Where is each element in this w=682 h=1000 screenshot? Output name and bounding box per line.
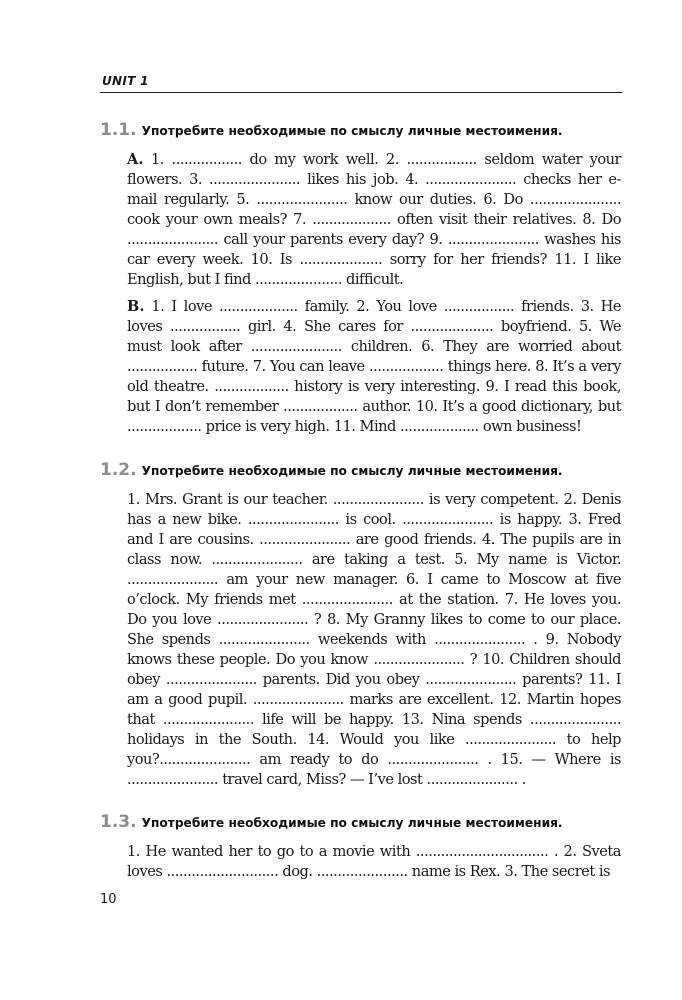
exercise-instruction: Употребите необходимые по смыслу личные местоимения. <box>141 124 563 138</box>
part-label: A. <box>127 151 144 168</box>
header-rule <box>100 92 622 93</box>
exercise-1-3-heading <box>100 812 563 832</box>
exercise-1-1-heading <box>100 120 563 140</box>
exercise-1-1-part-a <box>127 150 621 290</box>
unit-label: UNIT 1 <box>102 74 149 88</box>
exercise-1-1-part-b <box>127 297 621 437</box>
exercise-instruction: Употребите необходимые по смыслу личные местоимения. <box>141 464 563 478</box>
exercise-text: 1. Mrs. Grant is our teacher. ...................... is very competent. 2. Denis has a new bike. ...................... is cool. ...................... is happy. 3. Fred and I are cousins. ...................... are good friends. 4. The pupils are in class now. ...................... are taking a test. 5. My name is Victor. ...................... am your new manager. 6. I came to Moscow at five o’clock. My friends met ...................... at the station. 7. He loves you. Do you love ...................... ? 8. My Granny likes to come to our place. She spends ...................... weekends with ...................... . 9. Nobody knows these people. Do you know ...................... ? 10. Children should obey ...................... parents. Did you obey ...................... parents? 11. I am a good pupil. ...................... marks are excellent. 12. Martin hopes that ...................... life will be happy. 13. Nina spends ...................... holidays in the South. 14. Would you like ...................... to help you?...................... am ready to do ...................... . 15. — Where is ...................... travel card, Miss? — I’ve lost ...................... . <box>127 491 621 788</box>
exercise-number: 1.2. <box>100 460 137 480</box>
exercise-number: 1.3. <box>100 812 137 832</box>
page-number: 10 <box>100 892 117 907</box>
exercise-1-3-text <box>127 842 621 882</box>
exercise-1-2-heading <box>100 460 563 480</box>
exercise-text: 1. He wanted her to go to a movie with ................................ . 2. Sveta loves ........................... dog. ...................... name is Rex. 3. The secret is <box>127 843 621 880</box>
part-text: 1. I love ................... family. 2. You love ................. friends. 3. He loves ................. girl. 4. She cares for .................... boyfriend. 5. We must look after ...................... children. 6. They are worried about ................. future. 7. You can leave .................. things here. 8. It’s a very old theatre. .................. history is very interesting. 9. I read this book, but I don’t remember .................. author. 10. It’s a good dictionary, but .................. price is very high. 11. Mind ................... own business! <box>127 298 621 435</box>
exercise-instruction: Употребите необходимые по смыслу личные местоимения. <box>141 816 563 830</box>
part-text: 1. ................. do my work well. 2. ................. seldom water your flowers. 3. ...................... likes his job. 4. ...................... checks her e-mail regularly. 5. ...................... know our duties. 6. Do ...................... cook your own meals? 7. ................... often visit their relatives. 8. Do ...................... call your parents every day? 9. ...................... washes his car every week. 10. Is .................... sorry for her friends? 11. I like English, but I find ..................... difficult. <box>127 151 621 288</box>
part-label: B. <box>127 298 145 315</box>
exercise-number: 1.1. <box>100 120 137 140</box>
exercise-1-2-text <box>127 490 621 790</box>
